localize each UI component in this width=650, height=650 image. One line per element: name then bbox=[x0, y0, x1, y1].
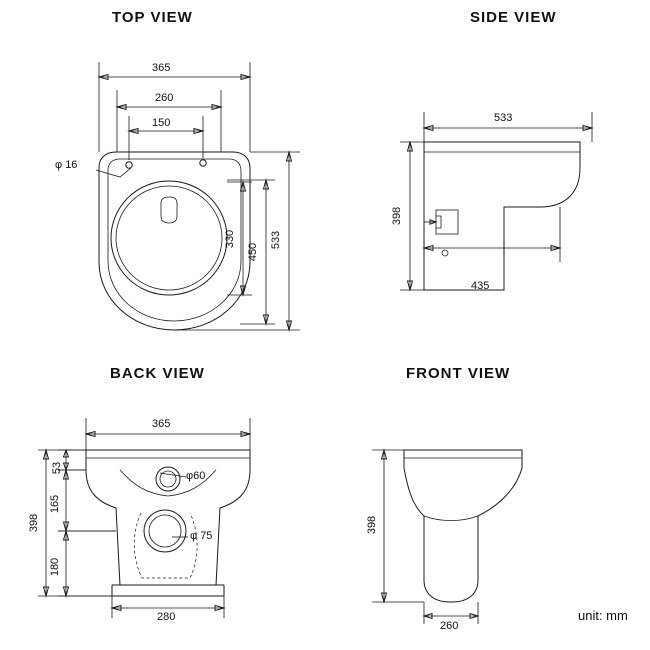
back-view-dim-180: 180 bbox=[49, 557, 62, 577]
back-view-title: BACK VIEW bbox=[110, 365, 205, 382]
front-view-geometry bbox=[372, 450, 522, 624]
back-view-dim-phi75: φ 75 bbox=[190, 530, 213, 542]
side-view-dim-435: 435 bbox=[471, 280, 490, 292]
back-view-dim-phi60: φ60 bbox=[186, 470, 206, 482]
back-view-dim-280: 280 bbox=[157, 611, 176, 623]
side-view-dim-533: 533 bbox=[494, 112, 513, 124]
side-view-dim-398: 398 bbox=[391, 206, 404, 226]
top-view-dim-450: 450 bbox=[247, 242, 260, 262]
side-view-title: SIDE VIEW bbox=[470, 9, 557, 26]
top-view-dim-phi16: φ 16 bbox=[55, 159, 78, 171]
top-view-dim-150: 150 bbox=[152, 117, 171, 129]
back-view-dim-165: 165 bbox=[49, 494, 62, 514]
unit-note: unit: mm bbox=[578, 608, 628, 623]
top-view-dim-365: 365 bbox=[152, 62, 171, 74]
back-view-dim-365: 365 bbox=[152, 418, 171, 430]
front-view-dim-398: 398 bbox=[366, 515, 379, 535]
side-view-geometry bbox=[400, 112, 592, 290]
front-view-title: FRONT VIEW bbox=[406, 365, 511, 382]
top-view-geometry bbox=[96, 62, 300, 330]
back-view-dim-53: 53 bbox=[51, 461, 64, 475]
top-view-title: TOP VIEW bbox=[112, 9, 193, 26]
back-view-dim-398: 398 bbox=[28, 513, 41, 533]
back-view-geometry bbox=[38, 418, 250, 618]
top-view-dim-260: 260 bbox=[155, 92, 174, 104]
front-view-dim-260: 260 bbox=[440, 620, 459, 632]
top-view-dim-330: 330 bbox=[224, 229, 237, 249]
top-view-dim-533: 533 bbox=[270, 230, 283, 250]
